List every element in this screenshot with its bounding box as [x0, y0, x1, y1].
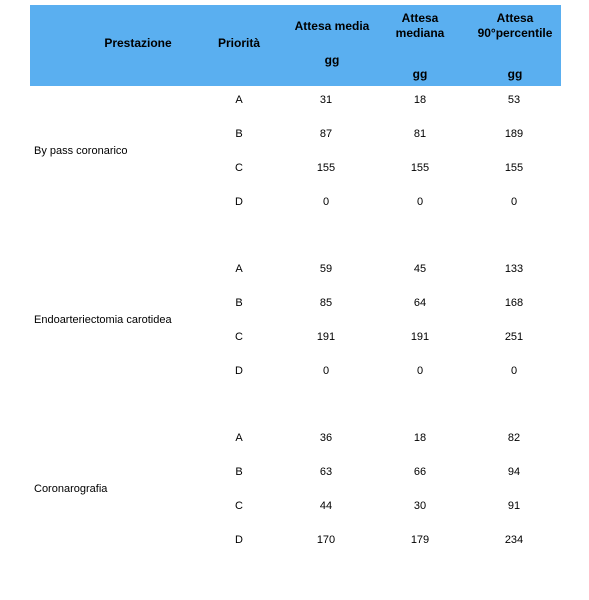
header-attesa-mediana [370, 11, 470, 81]
header-priorita: Priorità [217, 36, 260, 50]
header-attesa-mediana-line1: Attesa [401, 11, 439, 25]
cell-percentile: 94 [507, 466, 521, 478]
cell-percentile: 53 [507, 94, 521, 106]
cell-percentile: 0 [510, 196, 518, 208]
cell-percentile: 0 [510, 365, 518, 377]
group-label-endoarteriectomia: Endoarteriectomia carotidea [34, 314, 172, 326]
header-attesa-percentile [470, 11, 560, 81]
header-attesa-mediana-line2: mediana [395, 26, 445, 40]
cell-media: 44 [319, 500, 333, 512]
header-attesa-perc-unit: gg [507, 67, 523, 81]
cell-media: 155 [316, 162, 336, 174]
cell-priority: D [235, 534, 243, 546]
cell-priority: D [235, 365, 243, 377]
header-attesa-media-label: Attesa media [294, 19, 370, 33]
cell-priority: D [235, 196, 243, 208]
cell-priority: C [235, 500, 243, 512]
cell-mediana: 45 [413, 263, 427, 275]
table-header [30, 5, 561, 86]
cell-percentile: 234 [504, 534, 524, 546]
cell-media: 36 [319, 432, 333, 444]
header-attesa-perc-line1: Attesa [496, 11, 534, 25]
cell-priority: B [235, 128, 243, 140]
cell-media: 85 [319, 297, 333, 309]
header-prestazione: Prestazione [104, 36, 172, 50]
cell-priority: C [235, 331, 243, 343]
cell-media: 63 [319, 466, 333, 478]
cell-mediana: 81 [413, 128, 427, 140]
cell-media: 170 [316, 534, 336, 546]
cell-priority: B [235, 297, 243, 309]
cell-percentile: 91 [507, 500, 521, 512]
cell-mediana: 64 [413, 297, 427, 309]
cell-media: 0 [322, 196, 330, 208]
cell-priority: B [235, 466, 243, 478]
cell-percentile: 168 [504, 297, 524, 309]
cell-percentile: 189 [504, 128, 524, 140]
cell-priority: A [235, 94, 243, 106]
cell-media: 0 [322, 365, 330, 377]
cell-media: 87 [319, 128, 333, 140]
cell-mediana: 18 [413, 94, 427, 106]
cell-priority: A [235, 432, 243, 444]
cell-mediana: 30 [413, 500, 427, 512]
cell-mediana: 0 [416, 196, 424, 208]
cell-media: 31 [319, 94, 333, 106]
header-attesa-media-unit: gg [324, 53, 340, 67]
cell-percentile: 155 [504, 162, 524, 174]
cell-mediana: 191 [410, 331, 430, 343]
header-attesa-mediana-unit: gg [412, 67, 428, 81]
cell-mediana: 155 [410, 162, 430, 174]
cell-mediana: 18 [413, 432, 427, 444]
cell-media: 191 [316, 331, 336, 343]
cell-mediana: 0 [416, 365, 424, 377]
cell-percentile: 251 [504, 331, 524, 343]
group-label-by-pass: By pass coronarico [34, 145, 128, 157]
cell-percentile: 133 [504, 263, 524, 275]
cell-priority: A [235, 263, 243, 275]
cell-percentile: 82 [507, 432, 521, 444]
cell-priority: C [235, 162, 243, 174]
cell-media: 59 [319, 263, 333, 275]
header-attesa-perc-line2: 90°percentile [477, 26, 553, 40]
cell-mediana: 66 [413, 466, 427, 478]
cell-mediana: 179 [410, 534, 430, 546]
group-label-coronarografia: Coronarografia [34, 483, 108, 495]
